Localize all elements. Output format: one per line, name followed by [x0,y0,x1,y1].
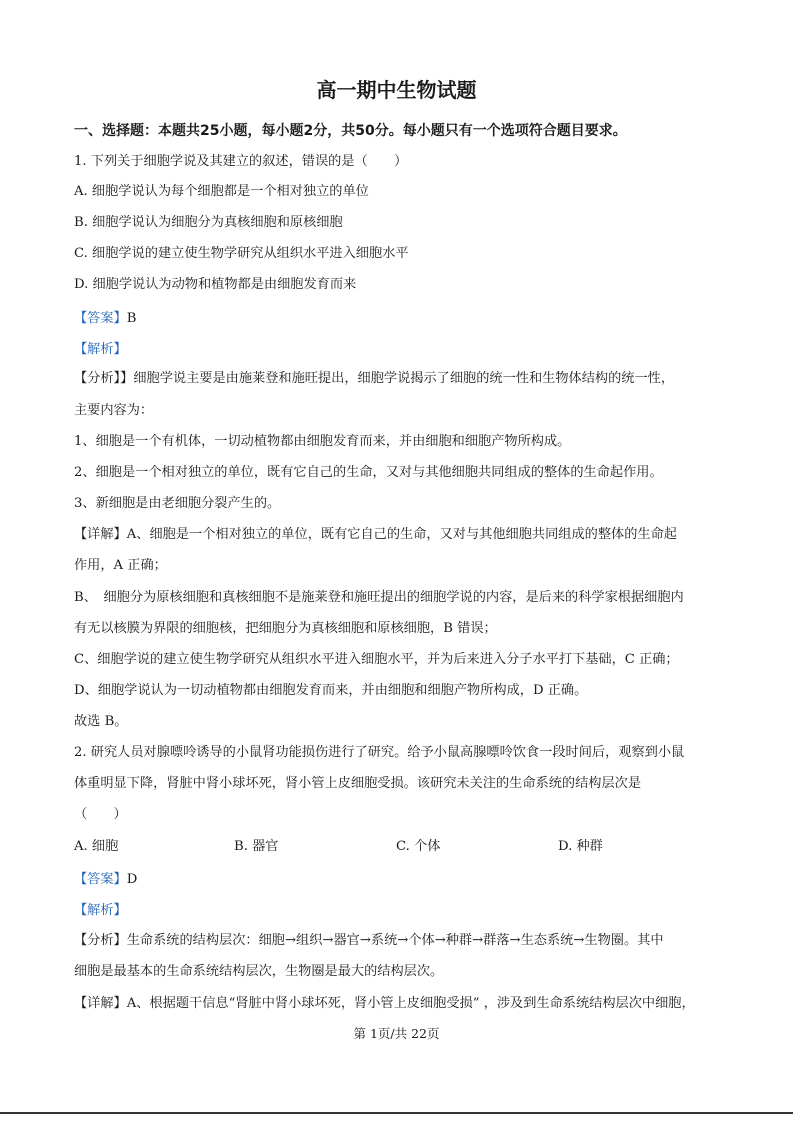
section-heading: 一、选择题：本题共25小题，每小题2分，共50分。每小题只有一个选项符合题目要求。 [74,123,627,139]
analysis-text: 】细胞学说主要是由施莱登和施旺提出，细胞学说揭示了细胞的统一性和生物体结构的统一性， [120,371,675,386]
q1-conclusion: 故选 B。 [74,714,128,729]
q1-detail-line: B、 细胞分为原核细胞和真核细胞不是施莱登和施旺提出的细胞学说的内容，是后来的科学家根据细胞内 [74,590,684,605]
q2-stem: 2. 研究人员对腺嘌呤诱导的小鼠肾功能损伤进行了研究。给予小鼠高腺嘌呤饮食一段时间后，观察到小鼠 [74,745,685,760]
q1-detail-line: C、细胞学说的建立使生物学研究从组织水平进入细胞水平，并为后来进入分子水平打下基础，C 正确； [74,652,679,667]
q2-option-d: D. 种群 [558,839,603,854]
detail-text: A、细胞是一个相对独立的单位，既有它自己的生命，又对与其他细胞共同组成的整体的生命起 [126,527,677,542]
q2-option-b: B. 器官 [234,839,279,854]
q1-stem: 1. 下列关于细胞学说及其建立的叙述，错误的是（ ） [74,154,408,169]
q1-detail-line [74,526,734,544]
q2-analysis-tag: 【解析】 [74,903,127,918]
bottom-divider [0,1112,793,1114]
q2-option-a: A. 细胞 [74,839,119,854]
q1-option-b: B. 细胞学说认为细胞分为真核细胞和原核细胞 [74,215,343,230]
q2-stem: 体重明显下降，肾脏中肾小球坏死，肾小管上皮细胞受损。该研究未关注的生命系统的结构层次是 [74,776,642,791]
q1-analysis-tag: 【解析】 [74,342,127,357]
q2-analysis-line [74,932,734,950]
q2-analysis-line: 细胞是最基本的生命系统结构层次，生物圈是最大的结构层次。 [74,964,444,979]
q1-option-a: A. 细胞学说认为每个细胞都是一个相对独立的单位 [74,184,369,199]
detail-text: A、根据题干信息“肾脏中肾小球坏死，肾小管上皮细胞受损” ，涉及到生命系统结构层次中细胞， [126,996,695,1011]
analysis-tag: 【分析】 [74,933,127,948]
answer-tag: 【答案】 [74,872,127,887]
answer-value: D [126,872,138,887]
analysis-text: 生命系统的结构层次：细胞→组织→器官→系统→个体→种群→群落→生态系统→生物圈。其中 [126,933,664,948]
q1-point-2: 2、细胞是一个相对独立的单位，既有它自己的生命，又对与其他细胞共同组成的整体的生命起作用。 [74,465,663,480]
answer-tag: 【答案】 [74,311,127,326]
detail-tag: 【详解】 [74,996,127,1011]
q1-detail-line: D、细胞学说认为一切动植物都由细胞发育而来，并由细胞和细胞产物所构成，D 正确。 [74,683,588,698]
detail-tag: 【详解】 [74,527,127,542]
page-number-footer: 第 1页/共 22页 [353,1026,440,1041]
q1-analysis-line [74,370,734,388]
q2-detail-line [74,995,734,1013]
q1-detail-line: 有无以核膜为界限的细胞核，把细胞分为真核细胞和原核细胞，B 错误； [74,621,497,636]
q1-detail-line: 作用，A 正确； [74,558,167,573]
q2-option-c: C. 个体 [396,839,441,854]
q1-analysis-line: 主要内容为： [74,403,154,418]
q1-point-1: 1、细胞是一个有机体，一切动植物都由细胞发育而来，并由细胞和细胞产物所构成。 [74,434,571,449]
answer-value: B [126,311,137,326]
q1-option-d: D. 细胞学说认为动物和植物都是由细胞发育而来 [74,277,357,292]
q2-stem: （ ） [74,807,127,822]
q1-point-3: 3、新细胞是由老细胞分裂产生的。 [74,496,281,511]
page-title: 高一期中生物试题 [316,78,477,102]
q1-answer [74,310,734,328]
q1-option-c: C. 细胞学说的建立使生物学研究从组织水平进入细胞水平 [74,246,409,261]
analysis-tag: 【分析】 [74,371,121,386]
q2-answer [74,871,734,889]
